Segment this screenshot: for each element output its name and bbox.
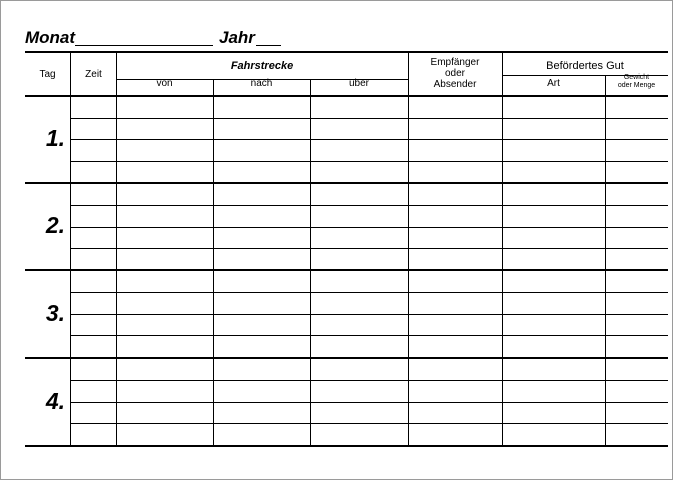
section-divider — [25, 182, 668, 184]
row-line — [71, 402, 668, 403]
col-header-recipient-3: Absender — [433, 79, 477, 90]
row-line — [71, 161, 668, 162]
col-header-goods-type: Art — [547, 78, 560, 89]
year-field[interactable] — [256, 45, 281, 46]
section-number: 2. — [45, 212, 65, 238]
header-bottom-line — [25, 95, 668, 97]
col-header-time: Zeit — [85, 69, 102, 80]
month-label: Monat — [25, 28, 76, 47]
col-line — [408, 51, 409, 447]
section-divider — [25, 269, 668, 271]
row-line — [71, 118, 668, 119]
row-line — [71, 139, 668, 140]
col-header-goods-weight-1: Gewicht — [623, 74, 650, 81]
col-header-recipient-1: Empfänger — [430, 57, 480, 68]
table-bottom-line — [25, 445, 668, 447]
col-line — [310, 79, 311, 447]
col-line — [502, 51, 503, 447]
section-divider — [25, 357, 668, 359]
section-number: 3. — [45, 300, 65, 326]
col-header-route-via: über — [348, 78, 369, 89]
month-field[interactable] — [75, 45, 213, 46]
year-label: Jahr — [219, 28, 255, 47]
col-header-route-from: von — [156, 78, 173, 89]
col-line — [605, 75, 606, 447]
logbook-table — [25, 51, 668, 446]
row-line — [71, 380, 668, 381]
section-number: 4. — [45, 388, 65, 414]
table-top-line — [25, 51, 668, 53]
col-header-recipient-2: oder — [444, 68, 465, 79]
row-line — [71, 248, 668, 249]
row-line — [71, 292, 668, 293]
col-header-day: Tag — [39, 69, 56, 80]
row-line — [71, 314, 668, 315]
form-header — [25, 28, 325, 50]
row-line — [71, 227, 668, 228]
col-header-goods: Befördertes Gut — [546, 60, 624, 72]
col-line — [116, 51, 117, 447]
col-header-route-to: nach — [250, 78, 273, 89]
col-line — [70, 51, 71, 447]
row-line — [71, 423, 668, 424]
col-header-route: Fahrstrecke — [230, 60, 294, 72]
section-number: 1. — [45, 125, 65, 151]
col-header-goods-weight-2: oder Menge — [617, 82, 656, 89]
col-line — [213, 79, 214, 447]
row-line — [71, 205, 668, 206]
row-line — [71, 335, 668, 336]
